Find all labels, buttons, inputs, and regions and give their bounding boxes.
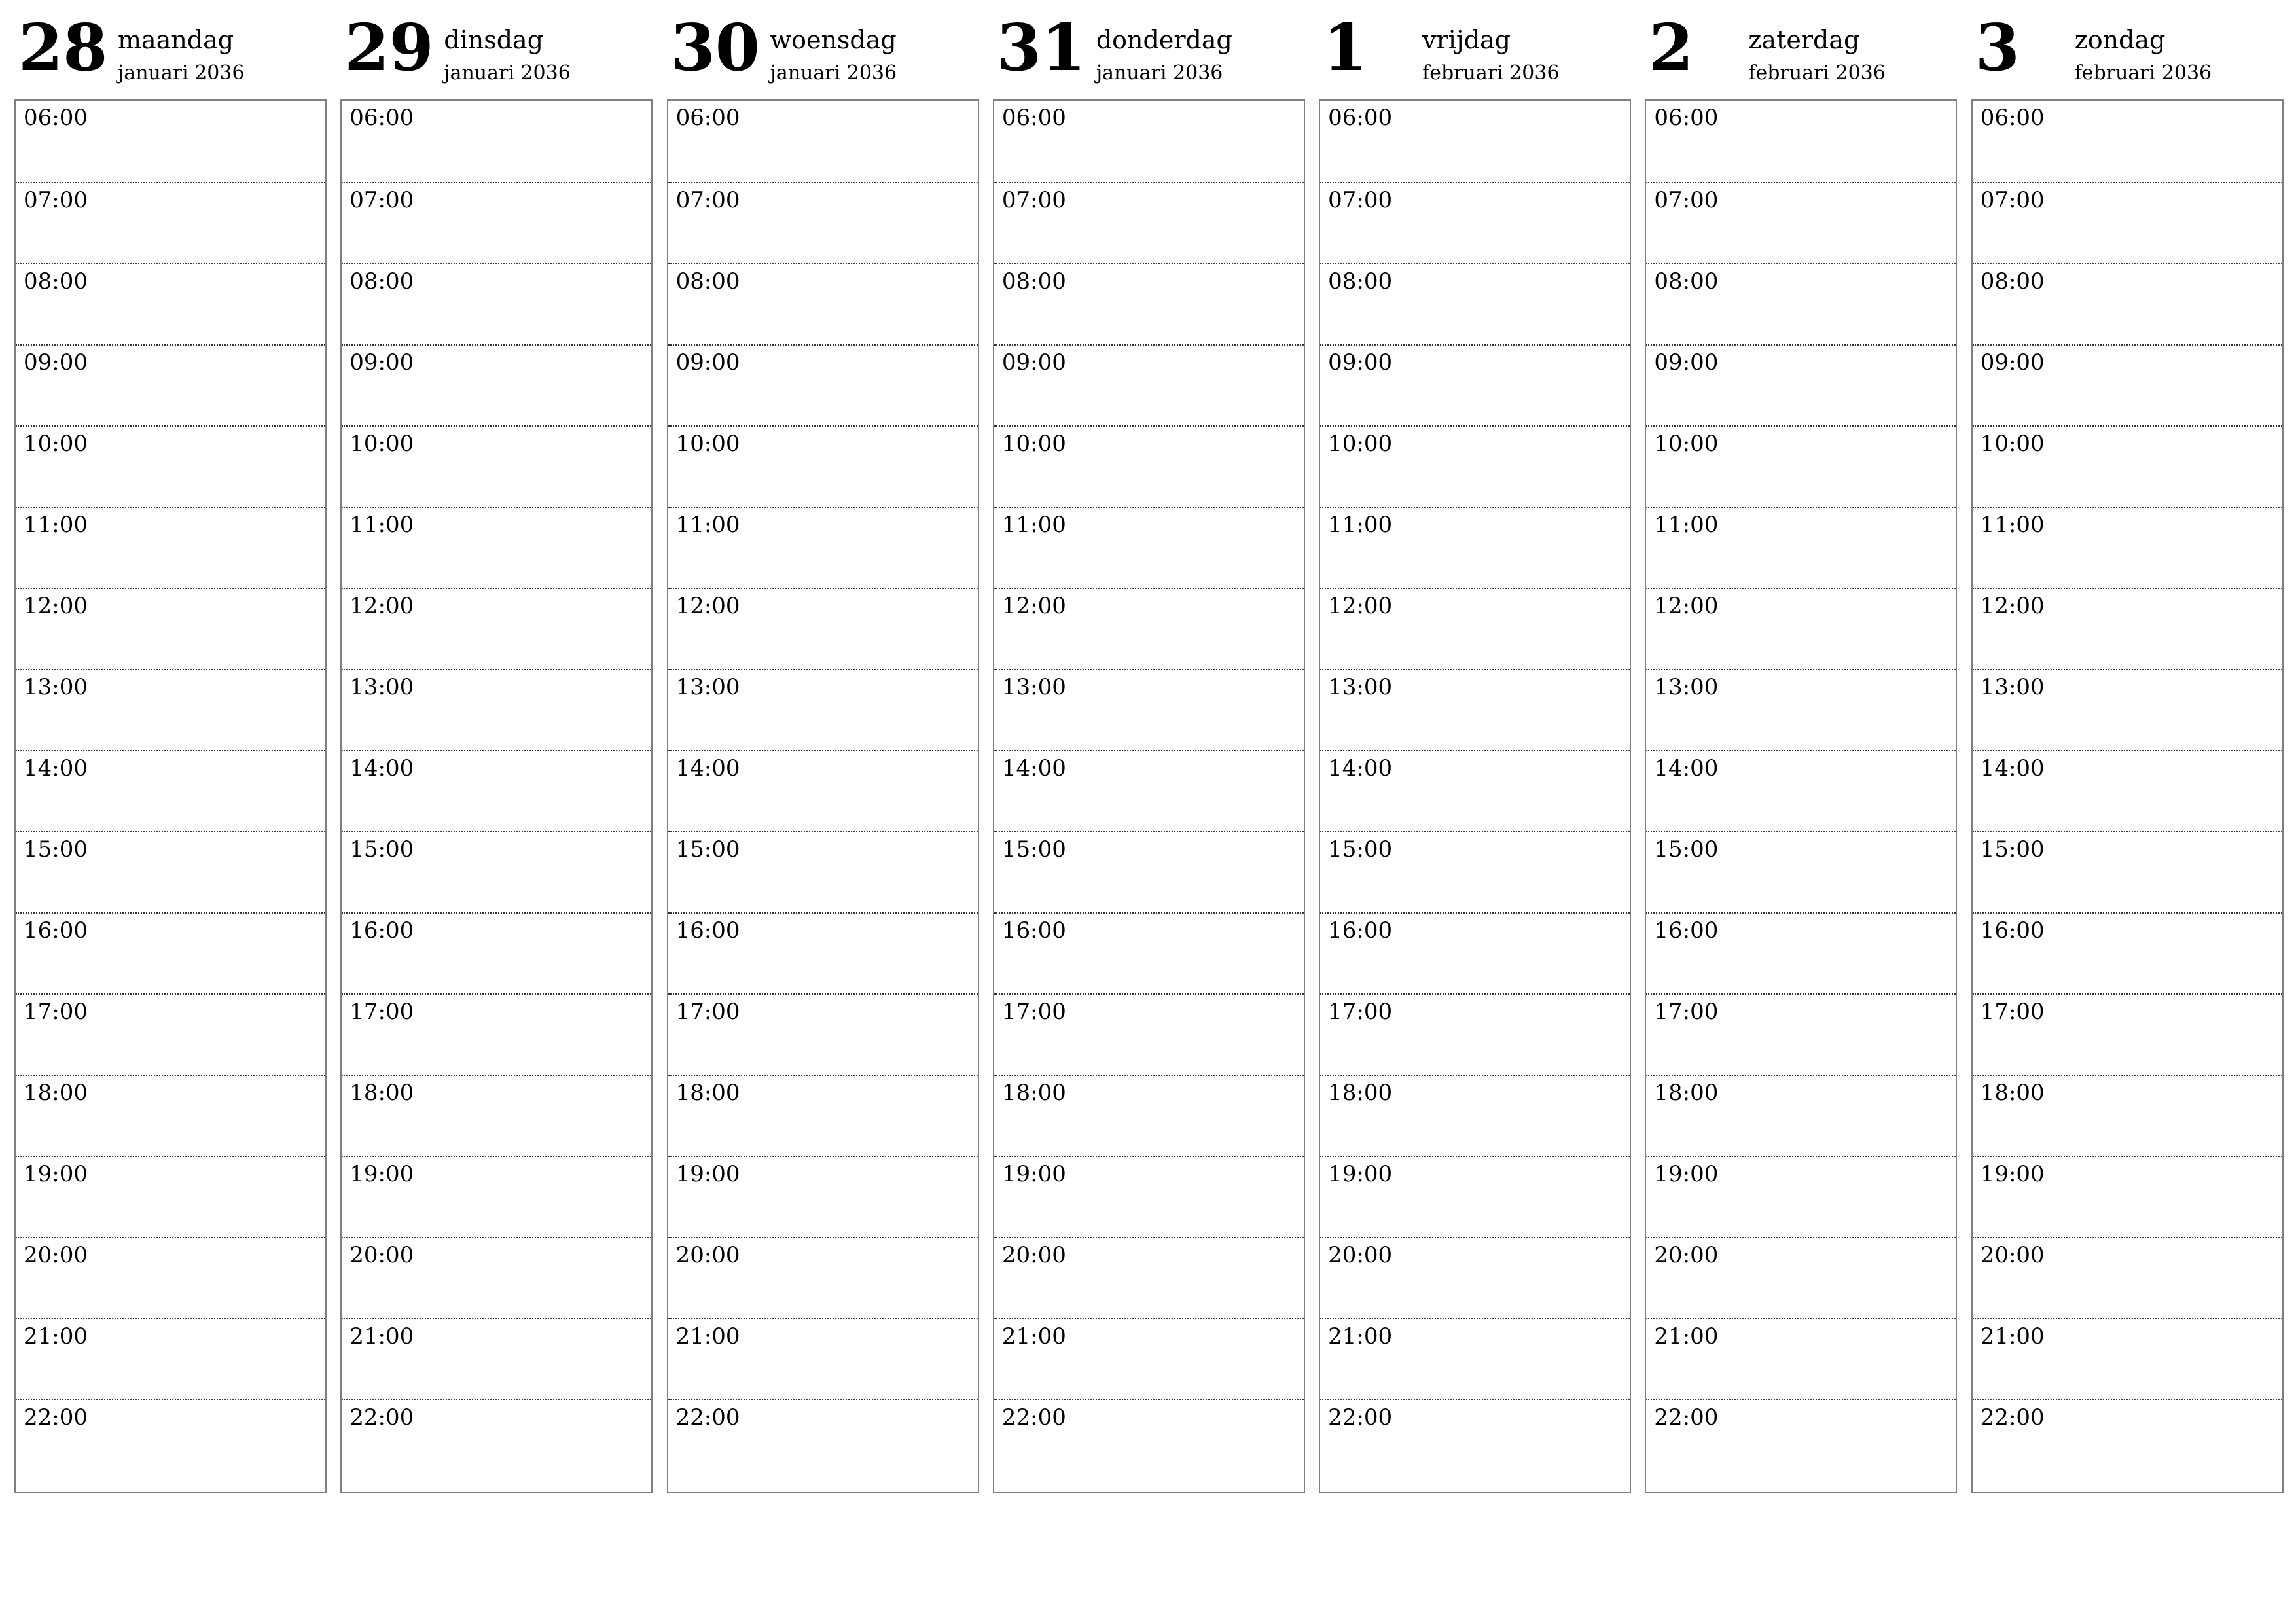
hour-label: 11:00 [1654, 512, 1719, 538]
day-header [1971, 0, 2283, 99]
hour-label: 21:00 [1980, 1323, 2045, 1349]
hour-label: 09:00 [1328, 349, 1393, 376]
day-column [340, 0, 652, 1505]
hour-slot [994, 750, 1304, 831]
hour-label: 12:00 [1654, 593, 1719, 619]
day-column [1971, 0, 2283, 1505]
hour-label: 13:00 [1654, 674, 1719, 700]
hour-slot [1973, 1156, 2282, 1237]
hour-slot [994, 993, 1304, 1075]
hour-slot [342, 750, 651, 831]
hour-slot [1320, 750, 1630, 831]
hour-slot [1973, 588, 2282, 669]
hour-slot [1646, 831, 1956, 912]
hour-slot [1320, 507, 1630, 588]
hour-label: 17:00 [1980, 999, 2045, 1025]
hour-label: 13:00 [1001, 674, 1066, 700]
hour-slot [1646, 1399, 1956, 1480]
hour-slot [1973, 1318, 2282, 1399]
hour-label: 22:00 [1654, 1404, 1719, 1431]
hour-slot [342, 912, 651, 993]
hour-slot [342, 831, 651, 912]
hour-slot [668, 669, 978, 750]
hour-label: 06:00 [1328, 105, 1393, 131]
hour-label: 08:00 [1980, 268, 2045, 294]
hour-slot [1646, 507, 1956, 588]
hour-label: 20:00 [350, 1242, 414, 1268]
hour-label: 12:00 [1328, 593, 1393, 619]
hour-label: 12:00 [1001, 593, 1066, 619]
hour-label: 06:00 [24, 105, 88, 131]
hour-label: 07:00 [1654, 187, 1719, 213]
day-header [1319, 0, 1630, 99]
day-number: 30 [670, 10, 760, 86]
hour-label: 08:00 [1328, 268, 1393, 294]
hour-label: 12:00 [24, 593, 88, 619]
hour-slot [1973, 1075, 2282, 1156]
hour-slot [1320, 182, 1630, 263]
hour-slot [16, 425, 325, 507]
hour-slot [342, 1318, 651, 1399]
hour-label: 13:00 [24, 674, 88, 700]
hour-slot [668, 831, 978, 912]
hour-slot [1973, 669, 2282, 750]
hour-label: 09:00 [675, 349, 740, 376]
hour-slot [16, 1075, 325, 1156]
hour-slot [342, 263, 651, 344]
hour-slot [16, 507, 325, 588]
hour-label: 14:00 [675, 755, 740, 781]
hour-label: 10:00 [1328, 431, 1393, 457]
hour-slot [1320, 344, 1630, 425]
hour-label: 21:00 [1328, 1323, 1393, 1349]
hour-label: 17:00 [350, 999, 414, 1025]
hour-label: 18:00 [1001, 1080, 1066, 1106]
hour-grid [993, 99, 1305, 1493]
hour-label: 20:00 [1001, 1242, 1066, 1268]
hour-label: 16:00 [1001, 918, 1066, 944]
hour-label: 09:00 [1980, 349, 2045, 376]
hour-slot [1320, 912, 1630, 993]
hour-slot [668, 182, 978, 263]
hour-slot [342, 1075, 651, 1156]
hour-label: 06:00 [1001, 105, 1066, 131]
hour-slot [1646, 993, 1956, 1075]
hour-slot [668, 101, 978, 182]
month-year: januari 2036 [770, 62, 897, 84]
day-name: zondag [2074, 26, 2166, 54]
hour-label: 18:00 [675, 1080, 740, 1106]
hour-slot [1646, 425, 1956, 507]
hour-label: 19:00 [350, 1161, 414, 1187]
day-header [14, 0, 326, 99]
day-number: 2 [1649, 10, 1694, 86]
hour-slot [1973, 507, 2282, 588]
hour-label: 16:00 [1980, 918, 2045, 944]
hour-label: 09:00 [1001, 349, 1066, 376]
hour-slot [1973, 101, 2282, 182]
hour-label: 11:00 [350, 512, 414, 538]
day-column [1319, 0, 1630, 1505]
hour-label: 19:00 [1001, 1161, 1066, 1187]
hour-slot [1320, 993, 1630, 1075]
month-year: januari 2036 [118, 62, 245, 84]
hour-label: 07:00 [1328, 187, 1393, 213]
hour-slot [16, 993, 325, 1075]
hour-slot [342, 1237, 651, 1318]
hour-slot [342, 101, 651, 182]
hour-grid [340, 99, 653, 1493]
day-column [993, 0, 1304, 1505]
hour-slot [1646, 912, 1956, 993]
hour-slot [1320, 1156, 1630, 1237]
hour-slot [668, 263, 978, 344]
hour-slot [668, 1237, 978, 1318]
hour-grid [1319, 99, 1631, 1493]
hour-slot [16, 588, 325, 669]
hour-slot [1646, 344, 1956, 425]
hour-slot [1320, 263, 1630, 344]
hour-label: 15:00 [24, 836, 88, 863]
hour-label: 16:00 [1328, 918, 1393, 944]
hour-label: 22:00 [24, 1404, 88, 1431]
month-year: januari 2036 [444, 62, 571, 84]
hour-slot [1646, 588, 1956, 669]
hour-label: 19:00 [24, 1161, 88, 1187]
hour-slot [1320, 101, 1630, 182]
hour-slot [16, 912, 325, 993]
hour-label: 09:00 [24, 349, 88, 376]
hour-grid [1971, 99, 2284, 1493]
hour-slot [1646, 182, 1956, 263]
hour-slot [1646, 1237, 1956, 1318]
hour-slot [1646, 1156, 1956, 1237]
hour-slot [1646, 101, 1956, 182]
day-header [1645, 0, 1956, 99]
hour-slot [668, 1156, 978, 1237]
hour-label: 22:00 [1328, 1404, 1393, 1431]
hour-label: 15:00 [675, 836, 740, 863]
hour-label: 15:00 [1001, 836, 1066, 863]
hour-slot [1320, 1237, 1630, 1318]
hour-label: 21:00 [1001, 1323, 1066, 1349]
hour-label: 18:00 [1980, 1080, 2045, 1106]
hour-label: 06:00 [350, 105, 414, 131]
hour-label: 12:00 [1980, 593, 2045, 619]
hour-slot [668, 912, 978, 993]
hour-slot [1320, 1399, 1630, 1480]
hour-slot [16, 1237, 325, 1318]
hour-label: 11:00 [1001, 512, 1066, 538]
hour-slot [994, 669, 1304, 750]
weekly-planner [14, 0, 2283, 1505]
hour-slot [1646, 1075, 1956, 1156]
hour-slot [1320, 831, 1630, 912]
hour-label: 14:00 [24, 755, 88, 781]
hour-label: 07:00 [1001, 187, 1066, 213]
hour-label: 16:00 [350, 918, 414, 944]
hour-label: 12:00 [675, 593, 740, 619]
hour-grid [14, 99, 327, 1493]
day-column [667, 0, 978, 1505]
hour-label: 22:00 [1001, 1404, 1066, 1431]
day-name: dinsdag [444, 26, 544, 54]
hour-label: 15:00 [1980, 836, 2045, 863]
hour-label: 13:00 [1980, 674, 2045, 700]
hour-slot [994, 912, 1304, 993]
hour-label: 14:00 [1001, 755, 1066, 781]
day-name: woensdag [770, 26, 897, 54]
hour-label: 13:00 [1328, 674, 1393, 700]
hour-slot [342, 1156, 651, 1237]
hour-slot [1973, 831, 2282, 912]
hour-label: 11:00 [24, 512, 88, 538]
hour-label: 07:00 [24, 187, 88, 213]
hour-label: 18:00 [1328, 1080, 1393, 1106]
hour-slot [1320, 1318, 1630, 1399]
hour-slot [994, 1399, 1304, 1480]
hour-label: 08:00 [1654, 268, 1719, 294]
hour-slot [1646, 1318, 1956, 1399]
hour-label: 10:00 [1001, 431, 1066, 457]
hour-slot [994, 507, 1304, 588]
hour-slot [342, 425, 651, 507]
hour-slot [994, 1075, 1304, 1156]
hour-slot [668, 750, 978, 831]
hour-slot [16, 263, 325, 344]
hour-label: 19:00 [1328, 1161, 1393, 1187]
month-year: februari 2036 [1748, 62, 1886, 84]
hour-slot [342, 507, 651, 588]
hour-label: 18:00 [24, 1080, 88, 1106]
day-column [1645, 0, 1956, 1505]
hour-slot [342, 1399, 651, 1480]
hour-label: 14:00 [1980, 755, 2045, 781]
hour-slot [1973, 344, 2282, 425]
hour-label: 09:00 [350, 349, 414, 376]
hour-slot [1973, 1237, 2282, 1318]
hour-slot [16, 831, 325, 912]
hour-slot [1646, 669, 1956, 750]
hour-label: 21:00 [1654, 1323, 1719, 1349]
day-number: 29 [344, 10, 434, 86]
hour-label: 11:00 [1328, 512, 1393, 538]
hour-slot [16, 182, 325, 263]
hour-label: 22:00 [350, 1404, 414, 1431]
hour-slot [668, 344, 978, 425]
hour-label: 21:00 [24, 1323, 88, 1349]
hour-label: 20:00 [675, 1242, 740, 1268]
hour-label: 14:00 [1328, 755, 1393, 781]
hour-slot [16, 1156, 325, 1237]
hour-label: 22:00 [675, 1404, 740, 1431]
day-name: donderdag [1096, 26, 1232, 54]
hour-label: 15:00 [1328, 836, 1393, 863]
hour-slot [668, 1318, 978, 1399]
hour-label: 16:00 [1654, 918, 1719, 944]
hour-label: 15:00 [350, 836, 414, 863]
hour-slot [1320, 669, 1630, 750]
hour-label: 13:00 [675, 674, 740, 700]
hour-slot [16, 1399, 325, 1480]
hour-slot [994, 263, 1304, 344]
hour-slot [16, 101, 325, 182]
hour-grid [667, 99, 979, 1493]
day-number: 1 [1323, 10, 1368, 86]
hour-slot [668, 993, 978, 1075]
day-header [340, 0, 652, 99]
hour-slot [1973, 750, 2282, 831]
hour-label: 14:00 [1654, 755, 1719, 781]
hour-slot [1646, 263, 1956, 344]
hour-label: 19:00 [675, 1161, 740, 1187]
hour-label: 17:00 [1654, 999, 1719, 1025]
hour-label: 20:00 [1328, 1242, 1393, 1268]
day-name: vrijdag [1422, 26, 1511, 54]
hour-label: 10:00 [350, 431, 414, 457]
day-header [993, 0, 1304, 99]
hour-label: 08:00 [675, 268, 740, 294]
hour-label: 17:00 [675, 999, 740, 1025]
hour-slot [1320, 1075, 1630, 1156]
hour-slot [16, 750, 325, 831]
hour-label: 22:00 [1980, 1404, 2045, 1431]
hour-label: 17:00 [1001, 999, 1066, 1025]
hour-slot [1973, 993, 2282, 1075]
hour-label: 19:00 [1654, 1161, 1719, 1187]
hour-label: 21:00 [350, 1323, 414, 1349]
day-number: 28 [18, 10, 108, 86]
hour-label: 06:00 [1654, 105, 1719, 131]
hour-slot [342, 344, 651, 425]
month-year: februari 2036 [1422, 62, 1560, 84]
hour-grid [1645, 99, 1957, 1493]
hour-label: 19:00 [1980, 1161, 2045, 1187]
hour-label: 08:00 [24, 268, 88, 294]
hour-label: 07:00 [675, 187, 740, 213]
hour-slot [668, 588, 978, 669]
hour-slot [1973, 425, 2282, 507]
hour-slot [1973, 182, 2282, 263]
day-name: maandag [118, 26, 234, 54]
hour-label: 07:00 [350, 187, 414, 213]
hour-slot [994, 831, 1304, 912]
hour-label: 17:00 [1328, 999, 1393, 1025]
hour-label: 13:00 [350, 674, 414, 700]
hour-slot [668, 425, 978, 507]
hour-label: 10:00 [675, 431, 740, 457]
hour-slot [994, 425, 1304, 507]
day-number: 3 [1975, 10, 2020, 86]
hour-slot [1320, 425, 1630, 507]
hour-slot [994, 101, 1304, 182]
hour-slot [994, 1237, 1304, 1318]
hour-slot [16, 1318, 325, 1399]
hour-label: 18:00 [350, 1080, 414, 1106]
hour-label: 17:00 [24, 999, 88, 1025]
day-header [667, 0, 978, 99]
hour-label: 10:00 [1654, 431, 1719, 457]
hour-slot [16, 344, 325, 425]
hour-slot [668, 1075, 978, 1156]
hour-label: 16:00 [675, 918, 740, 944]
hour-label: 11:00 [675, 512, 740, 538]
hour-label: 06:00 [675, 105, 740, 131]
hour-slot [1320, 588, 1630, 669]
hour-slot [994, 182, 1304, 263]
hour-slot [342, 669, 651, 750]
hour-slot [1973, 1399, 2282, 1480]
hour-slot [342, 993, 651, 1075]
hour-slot [994, 1318, 1304, 1399]
day-number: 31 [996, 10, 1086, 86]
hour-label: 12:00 [350, 593, 414, 619]
hour-label: 21:00 [675, 1323, 740, 1349]
hour-slot [1646, 750, 1956, 831]
hour-slot [668, 507, 978, 588]
day-column [14, 0, 326, 1505]
hour-slot [1973, 263, 2282, 344]
hour-slot [1973, 912, 2282, 993]
month-year: januari 2036 [1096, 62, 1223, 84]
hour-label: 07:00 [1980, 187, 2045, 213]
hour-label: 08:00 [350, 268, 414, 294]
hour-label: 20:00 [24, 1242, 88, 1268]
hour-slot [994, 588, 1304, 669]
hour-label: 15:00 [1654, 836, 1719, 863]
hour-label: 10:00 [24, 431, 88, 457]
hour-slot [342, 182, 651, 263]
hour-label: 16:00 [24, 918, 88, 944]
hour-label: 20:00 [1654, 1242, 1719, 1268]
hour-label: 10:00 [1980, 431, 2045, 457]
hour-label: 18:00 [1654, 1080, 1719, 1106]
hour-label: 20:00 [1980, 1242, 2045, 1268]
day-name: zaterdag [1748, 26, 1860, 54]
hour-slot [994, 1156, 1304, 1237]
hour-label: 09:00 [1654, 349, 1719, 376]
hour-label: 08:00 [1001, 268, 1066, 294]
hour-label: 11:00 [1980, 512, 2045, 538]
hour-slot [16, 669, 325, 750]
hour-slot [668, 1399, 978, 1480]
hour-label: 14:00 [350, 755, 414, 781]
hour-slot [342, 588, 651, 669]
month-year: februari 2036 [2074, 62, 2212, 84]
hour-label: 06:00 [1980, 105, 2045, 131]
hour-slot [994, 344, 1304, 425]
